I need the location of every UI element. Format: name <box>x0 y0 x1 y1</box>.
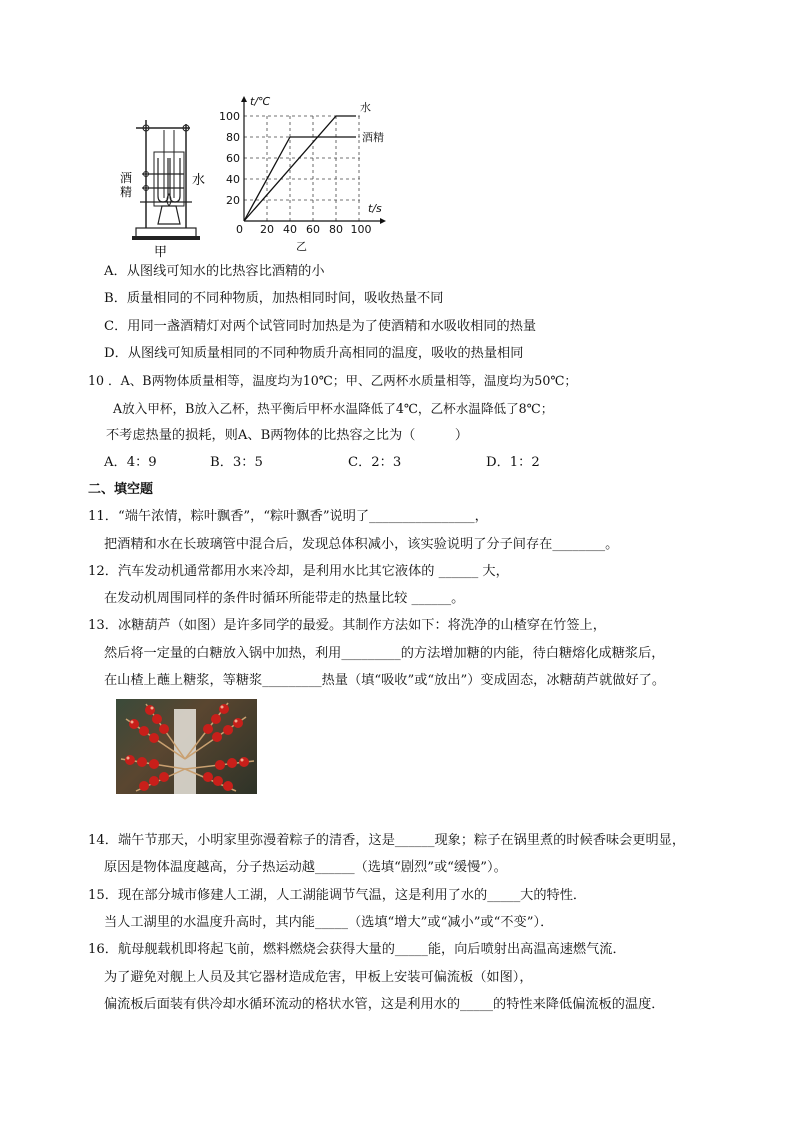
origin-label: 0 <box>236 223 243 236</box>
water-line <box>244 116 356 221</box>
x-tick-label: 100 <box>350 223 372 236</box>
q10-option-a: A．4：9 <box>104 455 157 470</box>
y-axis-label: t/℃ <box>250 95 271 108</box>
q16-line-2: 为了避免对舰上人员及其它器材造成危害，甲板上安装可偏流板（如图）， <box>104 970 533 985</box>
q9-option-a: A．从图线可知水的比热容比酒精的小 <box>104 264 325 279</box>
temperature-graph <box>219 92 402 256</box>
apparatus-figure <box>112 110 207 260</box>
q9-option-c: C．用同一盏酒精灯对两个试管同时加热是为了使酒精和水吸收相同的热量 <box>104 319 537 334</box>
y-tick-label: 80 <box>226 131 240 144</box>
center-stand <box>174 709 196 794</box>
alcohol-line-label: 酒精 <box>362 131 384 144</box>
q10-line-2: A放入甲杯，B放入乙杯，热平衡后甲杯水温降低了4℃，乙杯水温降低了8℃； <box>113 401 554 416</box>
q11-line-2: 把酒精和水在长玻璃管中混合后，发现总体积减小，该实验说明了分子间存在________。 <box>104 537 619 552</box>
q12-line-1: 12．汽车发动机通常都用水来冷却，是利用水比其它液体的 ______ 大， <box>88 564 509 579</box>
apparatus-right-label: 水 <box>192 173 206 188</box>
q10-option-b: B．3：5 <box>210 455 263 470</box>
apparatus-left-label-1: 酒 <box>120 171 133 185</box>
y-tick-label: 100 <box>219 110 240 123</box>
q10-line-3: 不考虑热量的损耗，则A、B两物体的比热容之比为（ ） <box>106 428 469 443</box>
x-tick-label: 80 <box>329 223 343 236</box>
q13-line-2: 然后将一定量的白糖放入锅中加热，利用_________的方法增加糖的内能，待白糖熔化成糖浆后， <box>104 646 665 661</box>
q11-line-1: 11．“端午浓情，粽叶飘香”，“粽叶飘香”说明了________________， <box>88 509 488 524</box>
q16-line-1: 16．航母舰载机即将起飞前，燃料燃烧会获得大量的_____能，向后喷射出高温高速燃气流． <box>88 942 626 957</box>
q14-line-1: 14．端午节那天，小明家里弥漫着粽子的清香，这是______现象；粽子在锅里煮的时候香味会更明显， <box>88 833 686 848</box>
q10-line-1: 10 ．A、B两物体质量相等，温度均为10℃；甲、乙两杯水质量相等，温度均为50℃； <box>88 373 578 388</box>
q13-line-1: 13．冰糖葫芦（如图）是许多同学的最爱。其制作方法如下：将洗净的山楂穿在竹签上， <box>88 618 606 633</box>
apparatus-left-label-2: 精 <box>120 185 133 199</box>
q13-line-3: 在山楂上蘸上糖浆，等糖浆_________热量（填“吸收”或“放出”）变成固态，冰糖葫芦就做好了。 <box>104 673 666 688</box>
graph-caption: 乙 <box>296 240 307 253</box>
q14-line-2: 原因是物体温度越高，分子热运动越______（选填“剧烈”或“缓慢”）。 <box>104 860 507 875</box>
q10-option-d: D．1：2 <box>486 455 540 470</box>
stand-foot <box>132 236 200 240</box>
test-tube-water <box>170 158 180 202</box>
q9-option-d: D．从图线可知质量相同的不同种物质升高相同的温度，吸收的热量相同 <box>104 346 524 361</box>
x-axis-arrow-icon <box>380 218 386 224</box>
water-line-label: 水 <box>360 101 371 114</box>
test-tube-alcohol <box>158 158 168 202</box>
y-tick-label: 60 <box>226 152 240 165</box>
y-axis-arrow-icon <box>241 96 247 102</box>
alcohol-lamp <box>158 206 180 224</box>
q16-line-3: 偏流板后面装有供冷却水循环流动的格状水管，这是利用水的_____的特性来降低偏流板的温度． <box>104 997 665 1012</box>
x-axis-label: t/s <box>368 202 382 215</box>
q9-option-b: B．质量相同的不同种物质，加热相同时间，吸收热量不同 <box>104 291 444 306</box>
q12-line-2: 在发动机周围同样的条件时循环所能带走的热量比较 ______。 <box>104 591 465 606</box>
section-title: 二、填空题 <box>88 482 154 497</box>
grid <box>244 116 360 221</box>
apparatus-caption: 甲 <box>154 245 168 260</box>
q15-line-2: 当人工湖里的水温度升高时，其内能_____（选填“增大”或“减小”或“不变”）． <box>104 915 554 930</box>
candied-haws-illustration <box>116 699 257 794</box>
x-tick-label: 20 <box>260 223 274 236</box>
candied-haws-photo <box>116 699 257 794</box>
q15-line-1: 15．现在部分城市修建人工湖，人工湖能调节气温，这是利用了水的_____大的特性． <box>88 888 587 903</box>
x-tick-label: 60 <box>306 223 320 236</box>
y-tick-label: 40 <box>226 173 240 186</box>
q10-option-c: C．2：3 <box>348 455 402 470</box>
y-tick-label: 20 <box>226 194 240 207</box>
x-tick-label: 40 <box>283 223 297 236</box>
